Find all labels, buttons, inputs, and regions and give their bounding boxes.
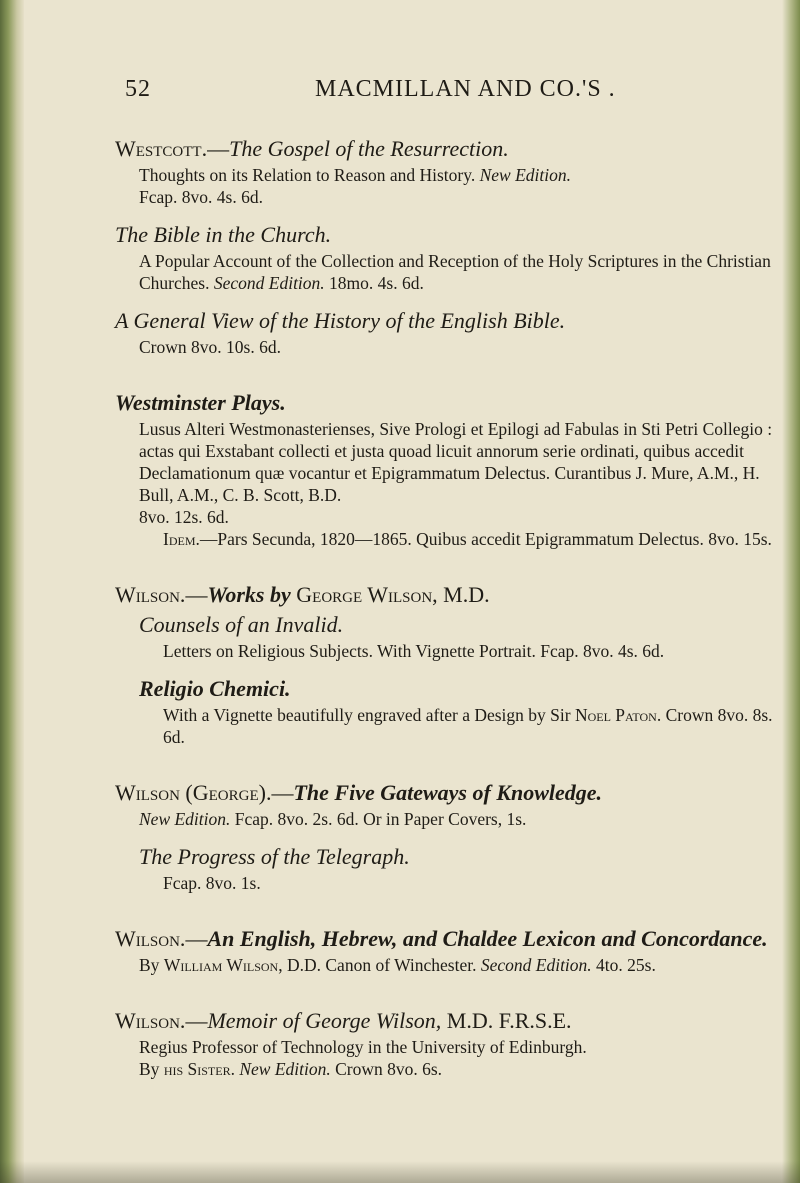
entry-heading bbox=[115, 580, 775, 610]
entry-edition: New Edition. bbox=[139, 809, 231, 829]
entry-author: Wilson. bbox=[115, 1008, 186, 1033]
entry-description bbox=[139, 808, 775, 830]
entry-description bbox=[163, 640, 775, 662]
entry-format-price: Crown 8vo. 10s. 6d. bbox=[139, 337, 281, 357]
entry-heading bbox=[115, 1006, 775, 1036]
idem-label: Idem. bbox=[163, 529, 200, 549]
entry-bible-in-church bbox=[115, 220, 775, 294]
entry-description bbox=[163, 704, 775, 748]
entry-desc-text: A Popular Account of the Collection and Reception of the Holy Scriptures in the Christian Churches. bbox=[139, 251, 771, 293]
entry-dash: — bbox=[207, 136, 230, 161]
entry-format-price: Fcap. 8vo. 1s. bbox=[163, 873, 261, 893]
entry-artist: Noel Paton. bbox=[574, 705, 662, 725]
entry-title: The Gospel of the Resurrection. bbox=[229, 136, 509, 161]
entry-religio-chemici bbox=[115, 674, 775, 748]
entry-description bbox=[139, 336, 775, 358]
entry-memoir bbox=[115, 1006, 775, 1080]
entry-title: Counsels of an Invalid. bbox=[139, 612, 344, 637]
entry-description bbox=[139, 954, 775, 976]
entry-title: A General View of the History of the English Bible. bbox=[115, 308, 566, 333]
page-number: 52 bbox=[125, 76, 151, 102]
running-head bbox=[115, 70, 775, 106]
entry-westcott-gospel bbox=[115, 134, 775, 208]
entry-description bbox=[139, 1036, 775, 1080]
entry-author: Westcott. bbox=[115, 136, 208, 161]
entry-desc-text: Lusus Alteri Westmonasterienses, Sive Prologi et Epilogi ad Fabulas in Sti Petri Collegio : actas qui Exstabant collecti et justa quoad licuit annorum serie ordinati, quibus accedit Declamationum quæ vocantur et Epigrammatum Delectus. Curantibus J. Mure, A.M., H. Bull, A.M., C. B. Scott, B.D. bbox=[139, 419, 773, 505]
entry-author: Wilson. bbox=[115, 582, 186, 607]
entry-lexicon bbox=[115, 924, 775, 976]
entry-dash: — bbox=[185, 1008, 208, 1033]
entry-desc-text: Regius Professor of Technology in the University of Edinburgh. bbox=[139, 1037, 587, 1057]
entry-counsels-invalid bbox=[115, 610, 775, 662]
entry-format-price: Fcap. 8vo. 2s. 6d. Or in Paper Covers, 1s. bbox=[234, 809, 527, 829]
entry-title: Westminster Plays. bbox=[115, 390, 286, 415]
entry-desc-text: With a Vignette beautifully engraved after a Design by Sir bbox=[163, 705, 571, 725]
entry-by: By bbox=[139, 1059, 160, 1079]
catalogue-page bbox=[115, 70, 775, 1080]
entry-five-gateways bbox=[115, 778, 775, 830]
entry-desc-text: Letters on Religious Subjects. With Vignette Portrait. Fcap. 8vo. 4s. 6d. bbox=[163, 641, 665, 661]
entry-format-price: 18mo. 4s. 6d. bbox=[329, 273, 424, 293]
running-title: MACMILLAN AND CO.'S . bbox=[315, 76, 616, 102]
entry-title: The Progress of the Telegraph. bbox=[139, 844, 410, 869]
entry-description bbox=[139, 250, 775, 294]
entry-heading bbox=[115, 924, 775, 954]
entry-general-view bbox=[115, 306, 775, 358]
entry-progress-telegraph bbox=[115, 842, 775, 894]
entry-format-price: Crown 8vo. 6s. bbox=[335, 1059, 443, 1079]
page-right-edge bbox=[782, 0, 800, 1183]
entry-edition: Second Edition. bbox=[480, 955, 592, 975]
entry-dash: — bbox=[185, 926, 208, 951]
entry-title: Religio Chemici. bbox=[139, 676, 291, 701]
entry-edition: New Edition. bbox=[479, 165, 571, 185]
entry-title: Memoir of George Wilson, bbox=[207, 1008, 442, 1033]
entry-format-price: 4to. 25s. bbox=[596, 955, 656, 975]
entry-description bbox=[163, 872, 775, 894]
page-binding-edge bbox=[0, 0, 24, 1183]
entry-format-price: Fcap. 8vo. 4s. 6d. bbox=[139, 187, 263, 207]
entry-title: Works by bbox=[207, 582, 291, 607]
entry-format-price: Crown 8vo. 8s. 6d. bbox=[163, 705, 773, 747]
entry-edition: New Edition. bbox=[239, 1059, 331, 1079]
entry-author: Wilson. bbox=[115, 926, 186, 951]
entry-format-price: 8vo. 12s. 6d. bbox=[139, 507, 229, 527]
entry-dash: — bbox=[185, 582, 208, 607]
entry-description bbox=[139, 164, 775, 208]
entry-edition: Second Edition. bbox=[213, 273, 325, 293]
page-bottom-shadow bbox=[0, 1161, 800, 1183]
entry-author-secondary: George Wilson, M.D. bbox=[296, 582, 490, 607]
entry-heading bbox=[115, 134, 775, 164]
entry-desc-text: D.D. Canon of Winchester. bbox=[286, 955, 477, 975]
entry-westminster-plays bbox=[115, 388, 775, 550]
entry-title: An English, Hebrew, and Chaldee Lexicon and Concordance. bbox=[207, 926, 768, 951]
entry-by: By bbox=[139, 955, 160, 975]
entry-dash: — bbox=[271, 780, 294, 805]
entry-desc-text: Thoughts on its Relation to Reason and History. bbox=[139, 165, 476, 185]
idem-text: —Pars Secunda, 1820—1865. Quibus accedit Epigrammatum Delectus. 8vo. 15s. bbox=[199, 529, 772, 549]
entry-title: The Bible in the Church. bbox=[115, 222, 332, 247]
entry-author-secondary: William Wilson, bbox=[163, 955, 283, 975]
entry-description bbox=[139, 418, 775, 550]
entry-title-suffix: M.D. F.R.S.E. bbox=[446, 1008, 572, 1033]
entry-wilson-works bbox=[115, 580, 775, 610]
entry-heading bbox=[115, 778, 775, 808]
entry-title: The Five Gateways of Knowledge. bbox=[293, 780, 603, 805]
entry-author: Wilson (George). bbox=[115, 780, 272, 805]
entry-author-secondary: his Sister. bbox=[163, 1059, 235, 1079]
